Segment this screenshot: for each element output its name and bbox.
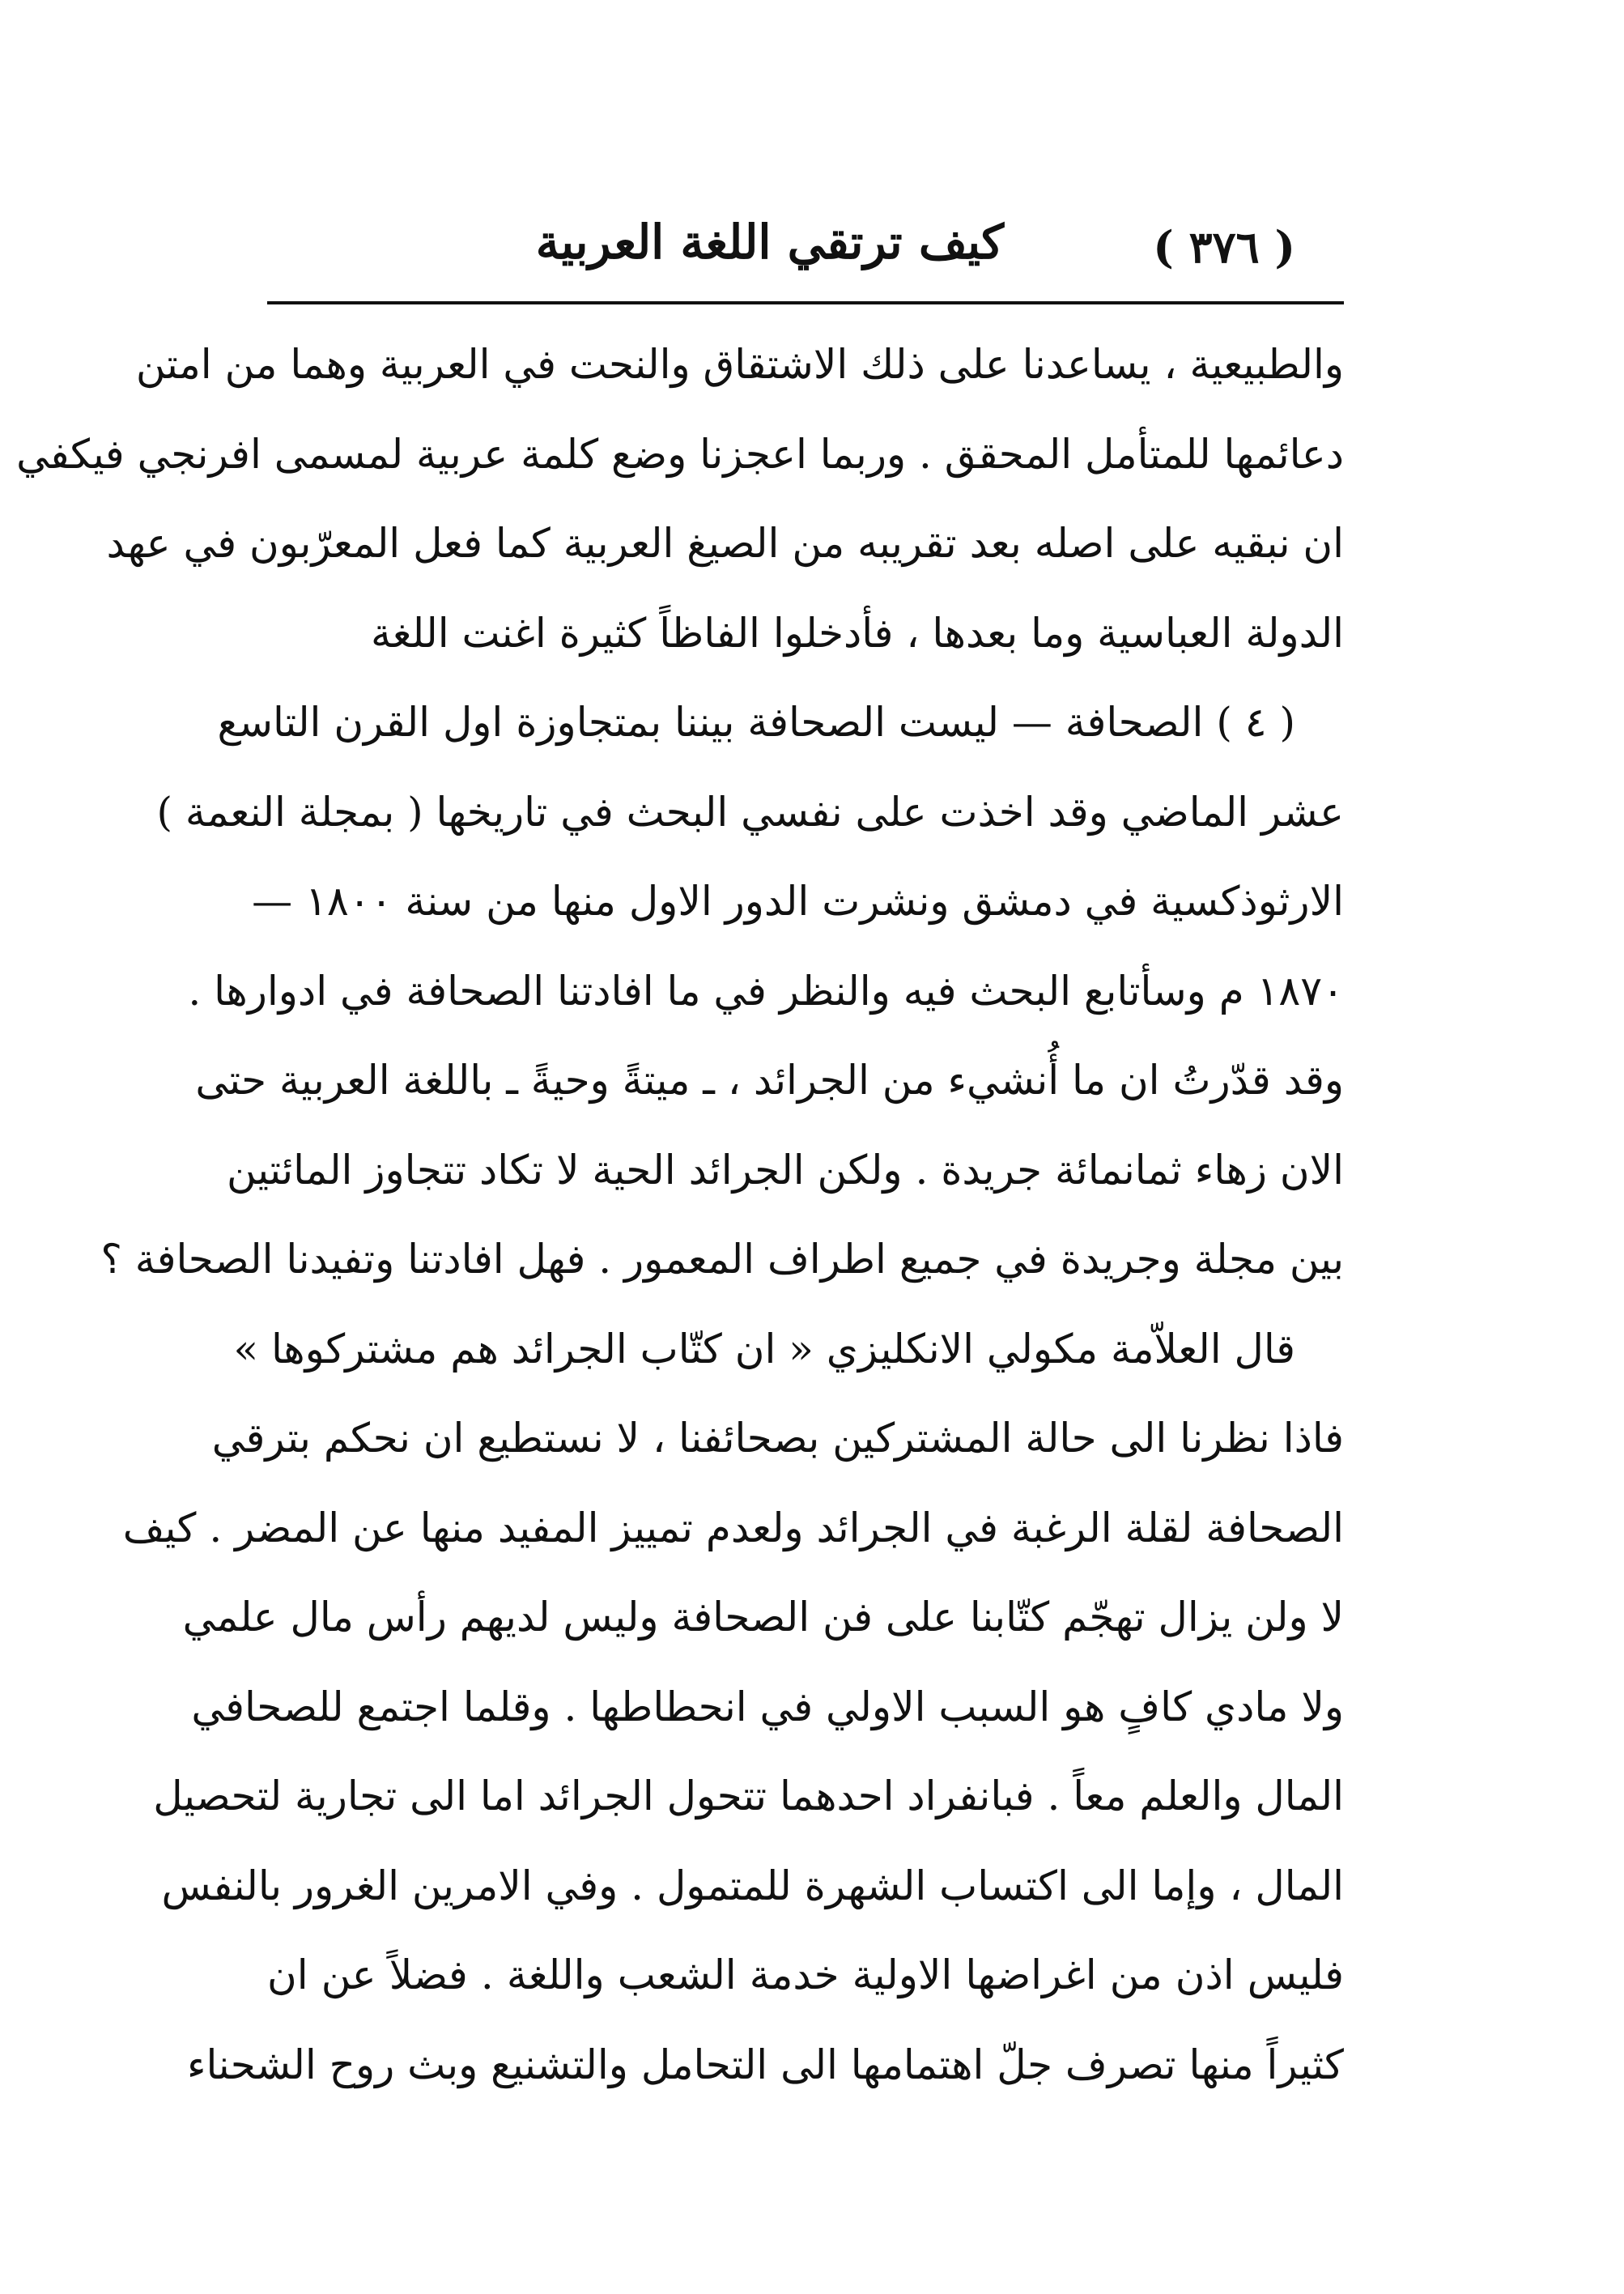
text-line: والطبيعية ، يساعدنا على ذلك الاشتقاق والنحت في العربية وهما من امتن [135, 341, 1344, 388]
text-line: بين مجلة وجريدة في جميع اطراف المعمور . فهل افادتنا وتفيدنا الصحافة ؟ [100, 1236, 1344, 1283]
text-line: الارثوذكسية في دمشق ونشرت الدور الاول منها من سنة ١٨٠٠ — [252, 878, 1344, 925]
text-line: لا ولن يزال تهجّم كتّابنا على فن الصحافة وليس لديهم رأس مال علمي [182, 1594, 1344, 1641]
body-text [16, 320, 1344, 2109]
text-line: دعائمها للمتأمل المحقق . وربما اعجزنا وضع كلمة عربية لمسمى افرنجي فيكفي [16, 430, 1344, 478]
text-line: عشر الماضي وقد اخذت على نفسي البحث في تاريخها ( بمجلة النعمة ) [156, 788, 1344, 836]
text-line: المال ، وإما الى اكتساب الشهرة للمتمول . وفي الامرين الغرور بالنفس [161, 1862, 1344, 1909]
page-header [267, 206, 1344, 287]
text-line: الدولة العباسية وما بعدها ، فأدخلوا الفاظاً كثيرة اغنت اللغة [370, 609, 1344, 657]
running-title: كيف ترتقي اللغة العربية [535, 215, 1004, 270]
text-line: الان زهاء ثمانمائة جريدة . ولكن الجرائد الحية لا تكاد تتجاوز المائتين [227, 1146, 1344, 1194]
text-line: المال والعلم معاً . فبانفراد احدهما تتحول الجرائد اما الى تجارية لتحصيل [153, 1773, 1344, 1819]
text-line: الصحافة لقلة الرغبة في الجرائد ولعدم تمييز المفيد منها عن المضر . كيف [122, 1504, 1344, 1551]
header-divider [267, 301, 1344, 304]
text-line: وقد قدّرتُ ان ما أُنشيء من الجرائد ، ـ ميتةً وحيةً ـ باللغة العربية حتى [195, 1057, 1344, 1104]
page-number: ( ٣٧٦ ) [1153, 221, 1295, 273]
text-line: فليس اذن من اغراضها الاولية خدمة الشعب واللغة . فضلاً عن ان [267, 1951, 1344, 1998]
text-line: ولا مادي كافٍ هو السبب الاولي في انحطاطها . وقلما اجتمع للصحافي [191, 1683, 1344, 1730]
text-line: كثيراً منها تصرف جلّ اهتمامها الى التحامل والتشنيع وبث روح الشحناء [186, 2041, 1344, 2088]
text-line: ان نبقيه على اصله بعد تقريبه من الصيغ العربية كما فعل المعرّبون في عهد [106, 520, 1344, 567]
section-heading-line: ( ٤ ) الصحافة — ليست الصحافة بيننا بمتجاوزة اول القرن التاسع [217, 699, 1295, 746]
text-line: ١٨٧٠ م وسأتابع البحث فيه والنظر في ما افادتنا الصحافة في ادوارها . [188, 967, 1344, 1015]
text-line: قال العلاّمة مكولي الانكليزي « ان كتّاب الجرائد هم مشتركوها » [233, 1325, 1295, 1373]
text-line: فاذا نظرنا الى حالة المشتركين بصحائفنا ، لا نستطيع ان نحكم بترقي [211, 1415, 1344, 1462]
